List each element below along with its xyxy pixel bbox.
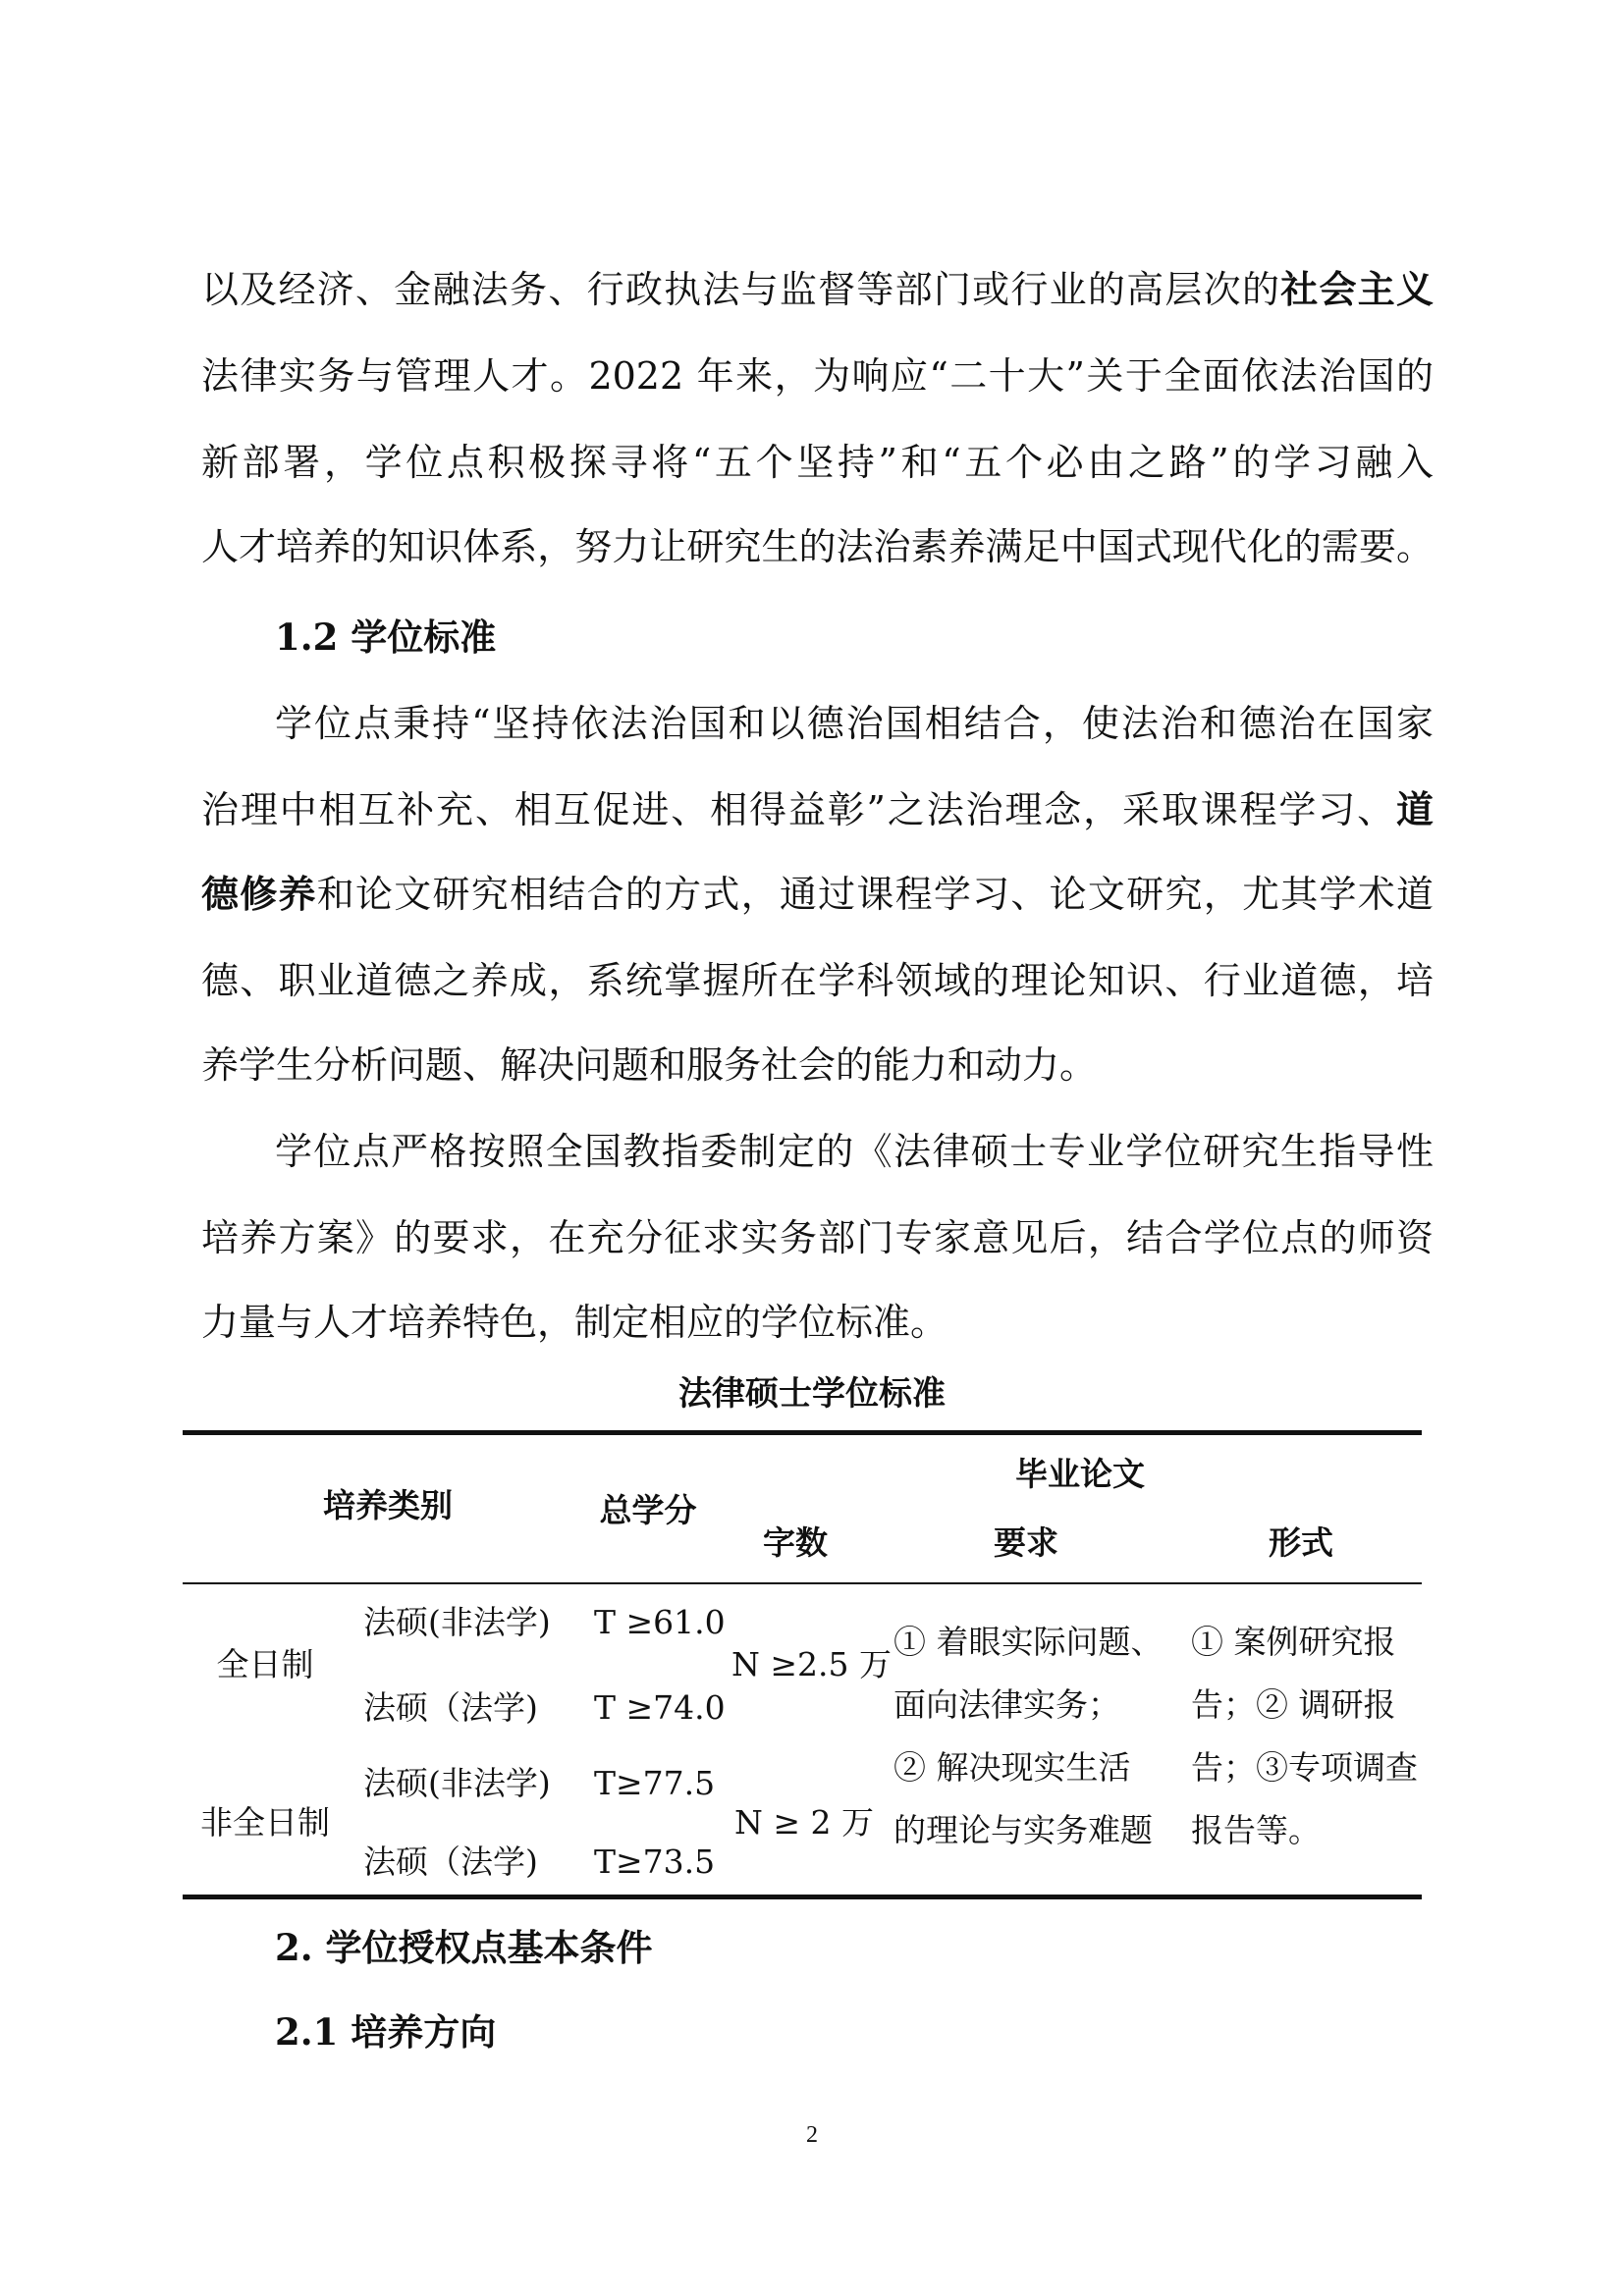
section-heading-2-1: 2.1 培养方向 (275, 2010, 497, 2054)
program-cell: 法硕（法学) (363, 1688, 538, 1727)
table-header-rule (183, 1582, 1422, 1584)
form-line: ① 案例研究报 (1191, 1623, 1396, 1661)
para2-line3: 德修养和论文研究相结合的方式，通过课程学习、论文研究，尤其学术道 (201, 872, 1434, 916)
section-heading-1-2: 1.2 学位标准 (275, 615, 497, 659)
para1-line4: 人才培养的知识体系，努力让研究生的法治素养满足中国式现代化的需要。 (201, 525, 1434, 568)
para3-line1: 学位点严格按照全国教指委制定的《法律硕士专业学位研究生指导性 (275, 1130, 1434, 1173)
table-top-rule (183, 1430, 1422, 1435)
credits-cell: T ≥74.0 (594, 1688, 726, 1727)
words-cell: N ≥ 2 万 (734, 1803, 874, 1842)
page-number: 2 (806, 2122, 818, 2148)
para3-line3: 力量与人才培养特色，制定相应的学位标准。 (201, 1301, 948, 1344)
group-fulltime: 全日制 (216, 1645, 314, 1683)
words-cell: N ≥2.5 万 (731, 1645, 892, 1683)
para3-line2: 培养方案》的要求，在充分征求实务部门专家意见后，结合学位点的师资 (201, 1216, 1434, 1259)
program-cell: 法硕(非法学) (363, 1603, 551, 1641)
table-bottom-rule (183, 1895, 1422, 1899)
header-requirements: 要求 (994, 1523, 1058, 1562)
header-words: 字数 (763, 1523, 828, 1562)
para1-line3: 新部署，学位点积极探寻将“五个坚持”和“五个必由之路”的学习融入 (201, 441, 1434, 484)
table-caption: 法律硕士学位标准 (678, 1374, 946, 1414)
form-line: 告；② 调研报 (1191, 1685, 1396, 1724)
header-category: 培养类别 (323, 1486, 453, 1524)
credits-cell: T≥77.5 (594, 1764, 716, 1802)
section-heading-2: 2. 学位授权点基本条件 (275, 1926, 653, 1969)
header-thesis: 毕业论文 (1015, 1455, 1145, 1493)
header-credits: 总学分 (599, 1491, 697, 1529)
credits-cell: T ≥61.0 (594, 1603, 726, 1641)
requirements-line: 面向法律实务； (893, 1685, 1120, 1724)
credits-cell: T≥73.5 (594, 1842, 716, 1881)
group-parttime: 非全日制 (200, 1803, 330, 1842)
para2-line2: 治理中相互补充、相互促进、相得益彰”之法治理念，采取课程学习、道 (201, 787, 1434, 831)
para2-line4: 德、职业道德之养成，系统掌握所在学科领域的理论知识、行业道德，培 (201, 959, 1434, 1002)
para1-line2: 法律实务与管理人才。2022 年来，为响应“二十大”关于全面依法治国的 (201, 354, 1434, 398)
requirements-line: ① 着眼实际问题、 (893, 1623, 1164, 1661)
para2-line1: 学位点秉持“坚持依法治国和以德治国相结合，使法治和德治在国家 (275, 702, 1434, 745)
requirements-line: ② 解决现实生活 (893, 1748, 1131, 1787)
program-cell: 法硕(非法学) (363, 1764, 551, 1802)
requirements-line: 的理论与实务难题 (893, 1811, 1153, 1849)
form-line: 告；③专项调查 (1191, 1748, 1418, 1787)
header-form: 形式 (1269, 1523, 1333, 1562)
program-cell: 法硕（法学) (363, 1842, 538, 1881)
para1-line1: 以及经济、金融法务、行政执法与监督等部门或行业的高层次的社会主义 (201, 267, 1434, 311)
para2-line5: 养学生分析问题、解决问题和服务社会的能力和动力。 (201, 1043, 1098, 1087)
form-line: 报告等。 (1191, 1811, 1321, 1849)
